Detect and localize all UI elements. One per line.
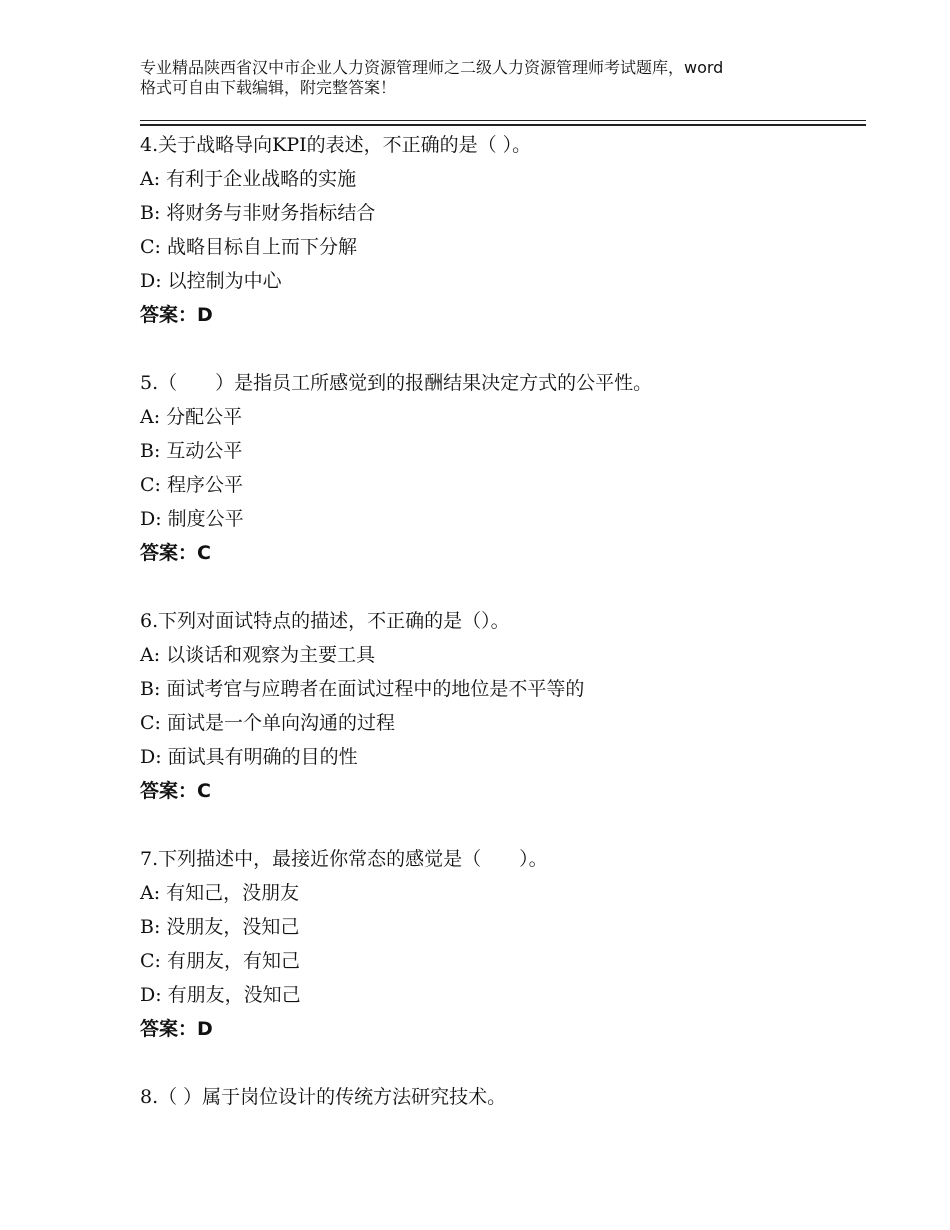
question-stem: 5.（ ）是指员工所感觉到的报酬结果决定方式的公平性。	[140, 372, 653, 394]
question-7	[140, 842, 866, 1046]
option-a: A: 以谈话和观察为主要工具	[140, 644, 376, 666]
question-stem: 7.下列描述中，最接近你常态的感觉是（ ）。	[140, 848, 548, 870]
question-4	[140, 128, 866, 332]
document-header	[140, 58, 840, 98]
question-6	[140, 604, 866, 808]
option-c: C: 战略目标自上而下分解	[140, 236, 357, 258]
option-d: D: 有朋友，没知己	[140, 984, 301, 1006]
option-a: A: 分配公平	[140, 406, 243, 428]
option-c: C: 程序公平	[140, 474, 243, 496]
option-a: A: 有知己，没朋友	[140, 882, 300, 904]
option-b: B: 面试考官与应聘者在面试过程中的地位是不平等的	[140, 678, 585, 700]
option-b: B: 没朋友，没知己	[140, 916, 300, 938]
option-b: B: 将财务与非财务指标结合	[140, 202, 376, 224]
header-line-2: 格式可自由下载编辑，附完整答案！	[140, 78, 397, 97]
question-stem: 6.下列对面试特点的描述，不正确的是（）。	[140, 610, 510, 632]
option-a: A: 有利于企业战略的实施	[140, 168, 357, 190]
question-8	[140, 1080, 866, 1114]
answer: 答案：C	[140, 780, 211, 802]
header-line-1: 专业精品陕西省汉中市企业人力资源管理师之二级人力资源管理师考试题库，word	[140, 58, 724, 77]
question-stem: 4.关于战略导向KPI的表述，不正确的是（ ）。	[140, 134, 532, 156]
question-stem: 8.（ ）属于岗位设计的传统方法研究技术。	[140, 1086, 507, 1108]
option-c: C: 有朋友，有知己	[140, 950, 300, 972]
answer: 答案：D	[140, 1018, 213, 1040]
header-divider-thin	[140, 120, 866, 121]
option-c: C: 面试是一个单向沟通的过程	[140, 712, 395, 734]
question-list	[140, 128, 866, 1148]
answer: 答案：D	[140, 304, 213, 326]
option-d: D: 面试具有明确的目的性	[140, 746, 358, 768]
option-d: D: 制度公平	[140, 508, 244, 530]
answer: 答案：C	[140, 542, 211, 564]
question-5	[140, 366, 866, 570]
header-divider-thick	[140, 124, 866, 126]
option-d: D: 以控制为中心	[140, 270, 282, 292]
option-b: B: 互动公平	[140, 440, 243, 462]
